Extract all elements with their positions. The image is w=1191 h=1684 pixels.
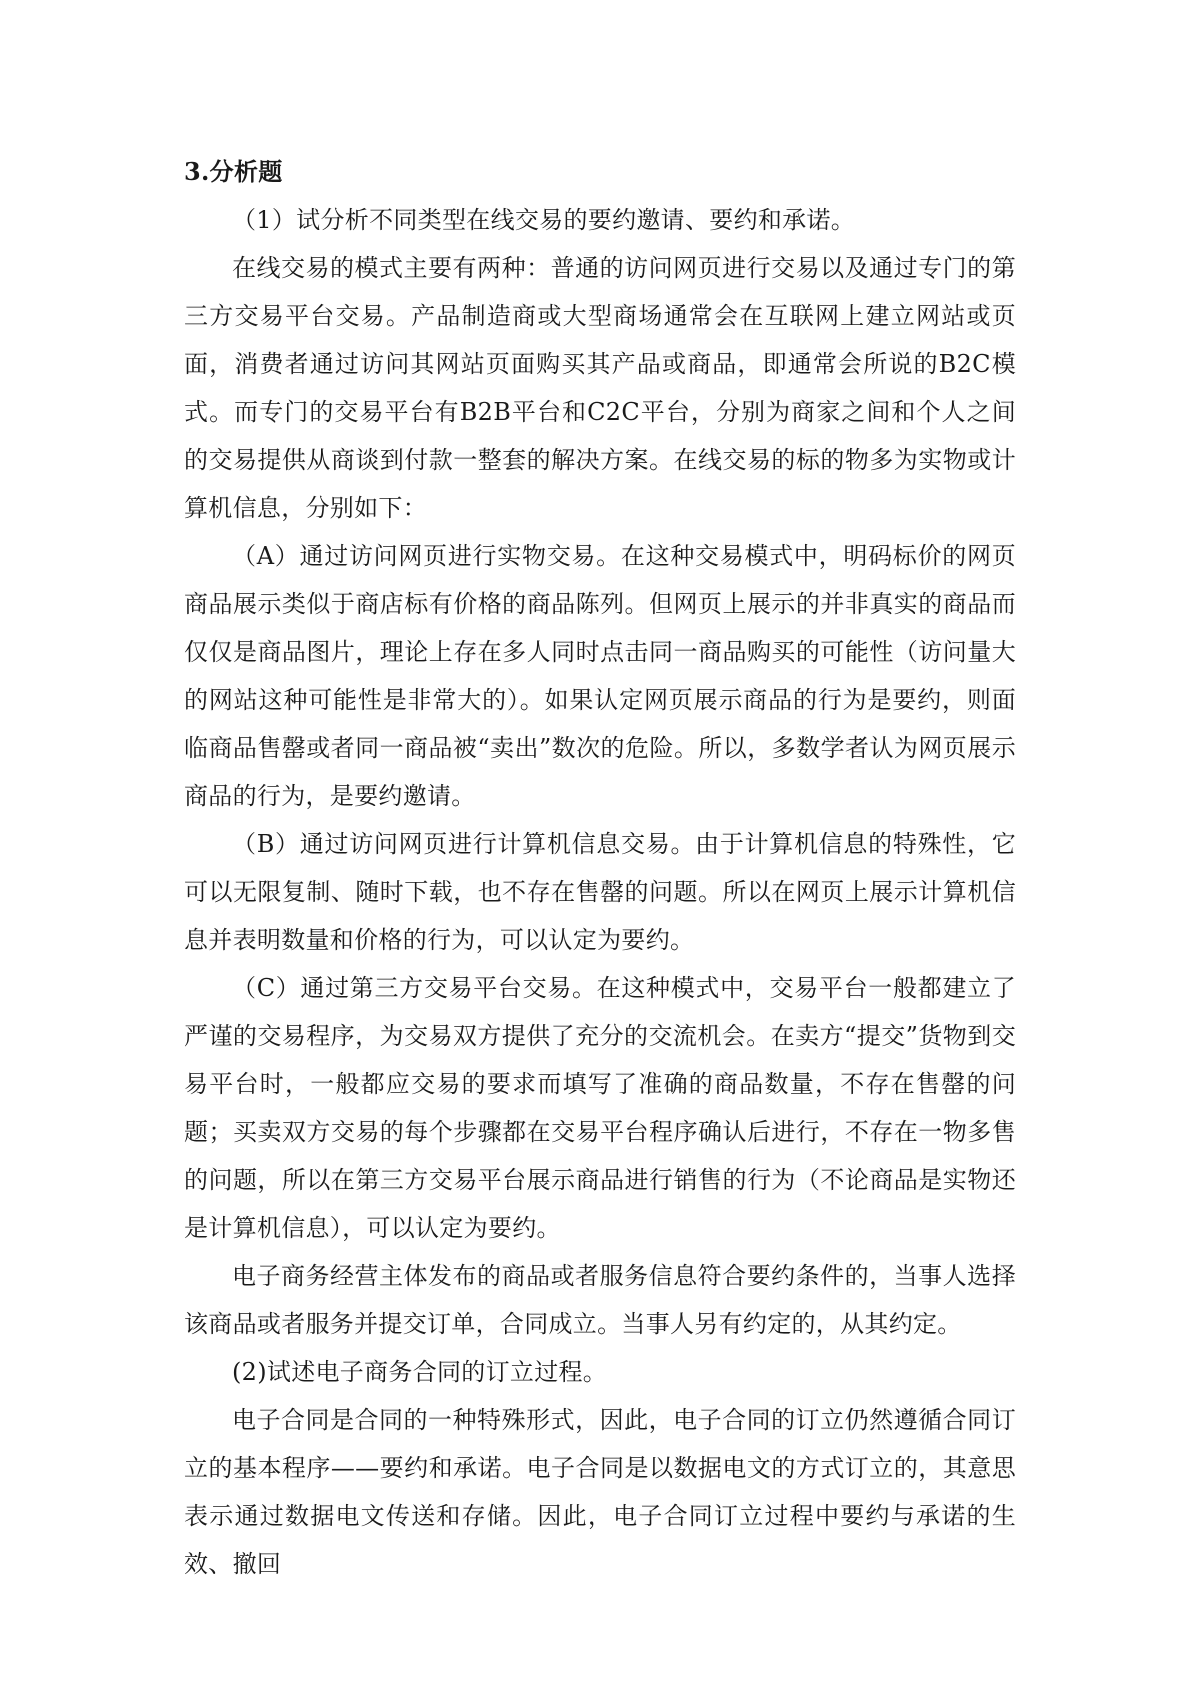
case-b-paragraph: （B）通过访问网页进行计算机信息交易。由于计算机信息的特殊性，它可以无限复制、随时下载，也不存在售罄的问题。所以在网页上展示计算机信息并表明数量和价格的行为，可以认定为要约。 (184, 830, 1016, 954)
electronic-contract-paragraph: 电子合同是合同的一种特殊形式，因此，电子合同的订立仍然遵循合同订立的基本程序——要约和承诺。电子合同是以数据电文的方式订立的，其意思表示通过数据电文传送和存储。因此，电子合同订立过程中要约与承诺的生效、撤回 (184, 1406, 1016, 1578)
online-trade-modes-paragraph: 在线交易的模式主要有两种：普通的访问网页进行交易以及通过专门的第三方交易平台交易。产品制造商或大型商场通常会在互联网上建立网站或页面，消费者通过访问其网站页面购买其产品或商品，即通常会所说的B2C模式。而专门的交易平台有B2B平台和C2C平台，分别为商家之间和个人之间的交易提供从商谈到付款一整套的解决方案。在线交易的标的物多为实物或计算机信息，分别如下： (184, 254, 1016, 522)
case-a-paragraph: （A）通过访问网页进行实物交易。在这种交易模式中，明码标价的网页商品展示类似于商店标有价格的商品陈列。但网页上展示的并非真实的商品而仅仅是商品图片，理论上存在多人同时点击同一商品购买的可能性（访问量大的网站这种可能性是非常大的）。如果认定网页展示商品的行为是要约，则面临商品售罄或者同一商品被“卖出”数次的危险。所以，多数学者认为网页展示商品的行为，是要约邀请。 (184, 542, 1016, 810)
question-2-prompt: (2)试述电子商务合同的订立过程。 (232, 1358, 608, 1386)
section-heading: 3.分析题 (184, 157, 283, 186)
contract-formation-paragraph: 电子商务经营主体发布的商品或者服务信息符合要约条件的，当事人选择该商品或者服务并提交订单，合同成立。当事人另有约定的，从其约定。 (184, 1262, 1016, 1338)
document-body (184, 148, 1016, 1588)
question-1-prompt: （1）试分析不同类型在线交易的要约邀请、要约和承诺。 (232, 206, 856, 234)
case-c-paragraph: （C）通过第三方交易平台交易。在这种模式中，交易平台一般都建立了严谨的交易程序，为交易双方提供了充分的交流机会。在卖方“提交”货物到交易平台时，一般都应交易的要求而填写了准确的商品数量，不存在售罄的问题；买卖双方交易的每个步骤都在交易平台程序确认后进行，不存在一物多售的问题，所以在第三方交易平台展示商品进行销售的行为（不论商品是实物还是计算机信息），可以认定为要约。 (184, 974, 1016, 1242)
